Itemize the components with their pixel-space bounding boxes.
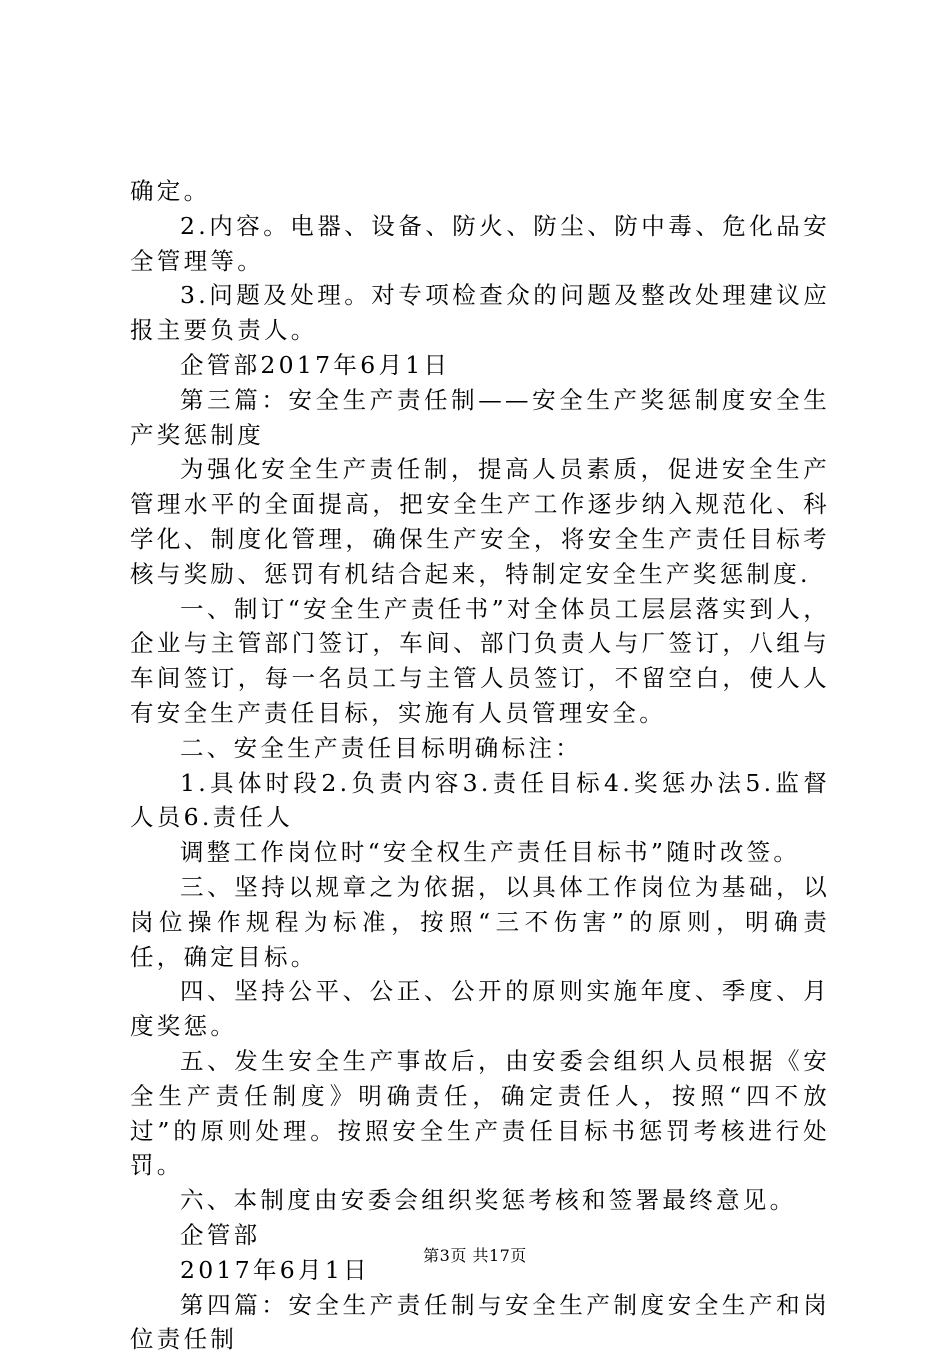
paragraph-11: 三、坚持以规章之为依据，以具体工作岗位为基础，以岗位操作规程为标准，按照“三不伤害”的原则，明确责任，确定目标。 [130,870,830,974]
paragraph-6: 为强化安全生产责任制，提高人员素质，促进安全生产管理水平的全面提高，把安全生产工作逐步纳入规范化、科学化、制度化管理，确保生产安全，将安全生产责任目标考核与奖励、惩罚有机结合起来，特制定安全生产奖惩制度. [130,452,830,591]
paragraph-4: 企管部2017年6月1日 [130,348,830,383]
paragraph-7: 一、制订“安全生产责任书”对全体员工层层落实到人，企业与主管部门签订，车间、部门负责人与厂签订，八组与车间签订，每一名员工与主管人员签订，不留空白，使人人有安全生产责任目标，实施有人员管理安全。 [130,592,830,731]
paragraph-10: 调整工作岗位时“安全权生产责任目标书”随时改签。 [130,835,830,870]
paragraph-13: 五、发生安全生产事故后，由安委会组织人员根据《安全生产责任制度》明确责任，确定责任人，按照“四不放过”的原则处理。按照安全生产责任目标书惩罚考核进行处罚。 [130,1044,830,1183]
section-title-4: 第四篇：安全生产责任制与安全生产制度安全生产和岗位责任制 [130,1288,830,1357]
section-title-3: 第三篇：安全生产责任制——安全生产奖惩制度安全生产奖惩制度 [130,383,830,453]
paragraph-1: 确定。 [130,174,830,209]
paragraph-2: 2.内容。电器、设备、防火、防尘、防中毒、危化品安全管理等。 [130,209,830,279]
paragraph-12: 四、坚持公平、公正、公开的原则实施年度、季度、月度奖惩。 [130,974,830,1044]
signature-dept: 企管部 [130,1218,830,1253]
page-footer: 第3页 共17页 [0,1243,950,1266]
paragraph-3: 3.问题及处理。对专项检查众的问题及整改处理建议应报主要负责人。 [130,278,830,348]
signature-date: 2017年6月1日 [130,1253,830,1288]
paragraph-14: 六、本制度由安委会组织奖惩考核和签署最终意见。 [130,1183,830,1218]
paragraph-9: 1.具体时段2.负责内容3.责任目标4.奖惩办法5.监督人员6.责任人 [130,766,830,836]
document-body [130,174,830,1357]
paragraph-8: 二、安全生产责任目标明确标注： [130,731,830,766]
